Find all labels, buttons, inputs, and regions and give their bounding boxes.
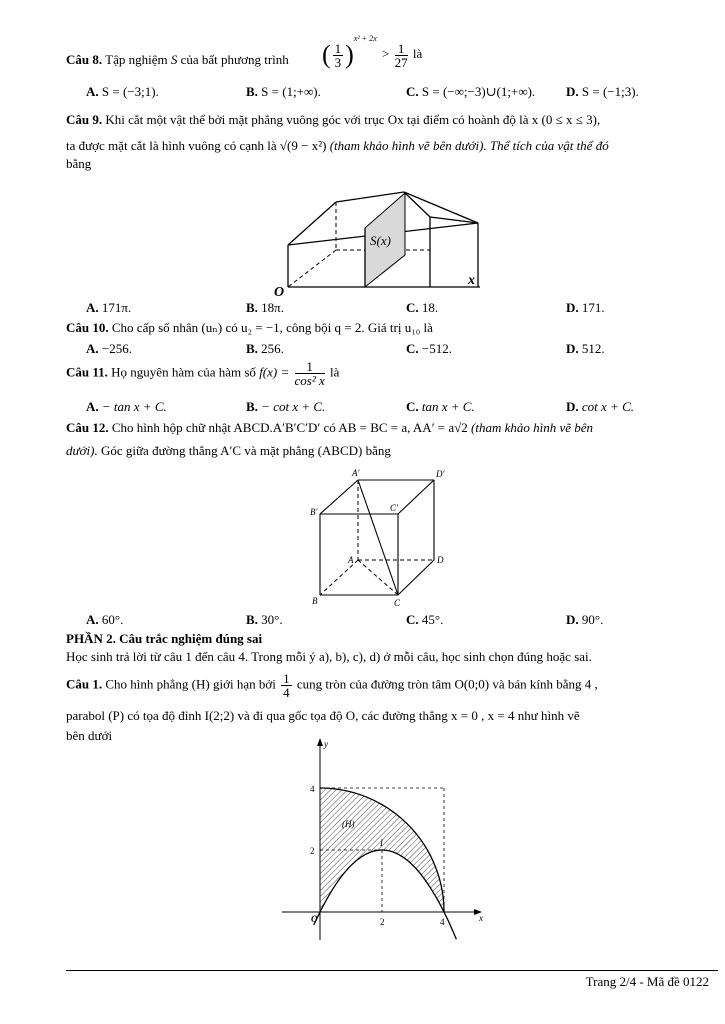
p2q1-tick-x4: 4 (440, 917, 445, 927)
q10-label: Câu 10. (66, 320, 109, 335)
q9-fig-o: O (274, 285, 285, 300)
q10-text: Cho cấp số nhân (uₙ) có u₂ = −1, công bội q = 2. Giá trị u₁₀ là (111, 320, 433, 335)
p2q1-frac-den: 4 (283, 685, 290, 700)
q12-option-d[interactable]: D. 90°. (566, 612, 604, 627)
q8-inequality: ( $\frac{1}{3}$ )$^{x^2 + 2x}$ > $\frac{1}{27}$ là (322, 33, 423, 70)
q9-line2a: ta được mặt cắt là hình vuông có cạnh là √(9 − x²) (66, 138, 327, 153)
q10-option-b[interactable]: B. 256. (246, 341, 284, 356)
p2q1-label: Câu 1. (66, 676, 103, 692)
q8-label: Câu 8. (66, 52, 103, 67)
q8-rhs-den: 27 (394, 54, 408, 70)
q11-option-c[interactable]: C. tan x + C. (406, 399, 475, 414)
q9-option-a[interactable]: A. 171π. (86, 300, 132, 315)
q8-var: S (170, 52, 178, 67)
q12-vertex-d1: D' (436, 469, 445, 479)
q9-line3: bằng (66, 156, 92, 171)
q9-option-d[interactable]: D. 171. (566, 300, 605, 315)
q11-den: cos² x (294, 373, 325, 388)
q12-vertex-c1: C' (390, 503, 398, 513)
q10-option-d[interactable]: D. 512. (566, 341, 605, 356)
p2q1-line3: bên dưới (66, 728, 113, 743)
q10-option-c[interactable]: C. −512. (406, 341, 452, 356)
p2q1-frac-num: 1 (283, 671, 290, 686)
q10-option-a[interactable]: A. −256. (86, 341, 132, 356)
q9-fig-x: x (468, 273, 475, 288)
q12-vertex-b: B (312, 596, 318, 606)
q12-option-a[interactable]: A. 60°. (86, 612, 124, 627)
q12-line2b: Góc giữa đường thẳng A′C và mặt phẳng (ABCD) bằng (100, 443, 391, 458)
p2q1-origin: O (311, 914, 318, 924)
q11-option-b[interactable]: B. − cot x + C. (246, 399, 326, 414)
q8-exponent: x² + 2x (353, 33, 377, 43)
q12-vertex-c: C (394, 598, 401, 608)
p2q1-line1a: Cho hình phẳng (H) giới hạn bởi (105, 676, 276, 692)
p2q1-line1b: cung tròn của đường tròn tâm O(0;0) và bán kính bằng 4 , (296, 676, 598, 692)
p2q1-x-label: x (479, 913, 483, 923)
p2q1-vertex-i: I (380, 838, 383, 848)
q8-rhs-num: 1 (395, 42, 408, 56)
part2-title: PHẦN 2. Câu trắc nghiệm đúng sai (66, 631, 263, 646)
q8-option-a[interactable]: A. S = (−3;1). (86, 84, 159, 99)
q12-vertex-a: A (348, 555, 354, 565)
q12-line1a: Cho hình hộp chữ nhật ABCD.A′B′C′D′ có AB = BC = a, AA′ = a√2 (111, 420, 468, 435)
q11-func: f(x) = (259, 364, 290, 380)
p2q1-y-label: y (324, 739, 328, 749)
p2q1-region-h: (H) (342, 819, 355, 829)
q8-base-den: 3 (334, 54, 342, 70)
q12-line1b: (tham khảo hình vẽ bên (471, 420, 594, 435)
q8-text-b: của bất phương trình (180, 52, 289, 67)
q12-option-c[interactable]: C. 45°. (406, 612, 444, 627)
q9-option-c[interactable]: C. 18. (406, 300, 439, 315)
q12-line2a: dưới). (66, 443, 98, 458)
q12-vertex-a1: A' (352, 468, 360, 478)
q8-option-b[interactable]: B. S = (1;+∞). (246, 84, 321, 99)
q9-fig-sx: S(x) (370, 233, 391, 248)
q8-base-num: 1 (334, 40, 342, 56)
q12-vertex-b1: B' (310, 507, 318, 517)
q12-option-b[interactable]: B. 30°. (246, 612, 283, 627)
q11-label: Câu 11. (66, 364, 108, 380)
p2q1-tick-y4: 4 (310, 784, 315, 794)
q11-option-a[interactable]: A. − tan x + C. (86, 399, 167, 414)
q12-label: Câu 12. (66, 420, 109, 435)
footer-divider (66, 970, 718, 971)
p2q1-tick-x2: 2 (380, 917, 385, 927)
q11-text: Họ nguyên hàm của hàm số (111, 364, 256, 380)
q11-option-d[interactable]: D. cot x + C. (566, 399, 634, 414)
q9-line2b: (tham khảo hình vẽ bên dưới). Thể tích của vật thể đó (329, 138, 609, 153)
q9-line1-text: Khi cắt một vật thể bởi mặt phẳng vuông góc với trục Ox tại điểm có hoành độ là x (0 ≤ x ≤ 3), (105, 112, 601, 127)
q12-vertex-d: D (437, 555, 444, 565)
p2q1-tick-y2: 2 (310, 846, 315, 856)
q8-option-c[interactable]: C. S = (−∞;−3)∪(1;+∞). (406, 84, 536, 99)
q11-num: 1 (295, 360, 325, 374)
footer-page: Trang 2/4 - Mã đề 0122 (585, 974, 709, 989)
p2q1-line2: parabol (P) có tọa độ đỉnh I(2;2) và đi qua gốc tọa độ O, các đường thẳng x = 0 , x = 4 như hình vẽ (66, 708, 580, 723)
q8-text-a: Tập nghiệm (105, 52, 168, 67)
q9-label: Câu 9. (66, 112, 103, 127)
part2-instruction: Học sinh trả lời từ câu 1 đến câu 4. Trong mỗi ý a), b), c), d) ở mỗi câu, học sinh chọn đúng hoặc sai. (66, 649, 592, 664)
q8-tail: là (412, 45, 423, 61)
q9-option-b[interactable]: B. 18π. (246, 300, 284, 315)
q11-tail: là (330, 364, 340, 380)
q8-option-d[interactable]: D. S = (−1;3). (566, 84, 639, 99)
